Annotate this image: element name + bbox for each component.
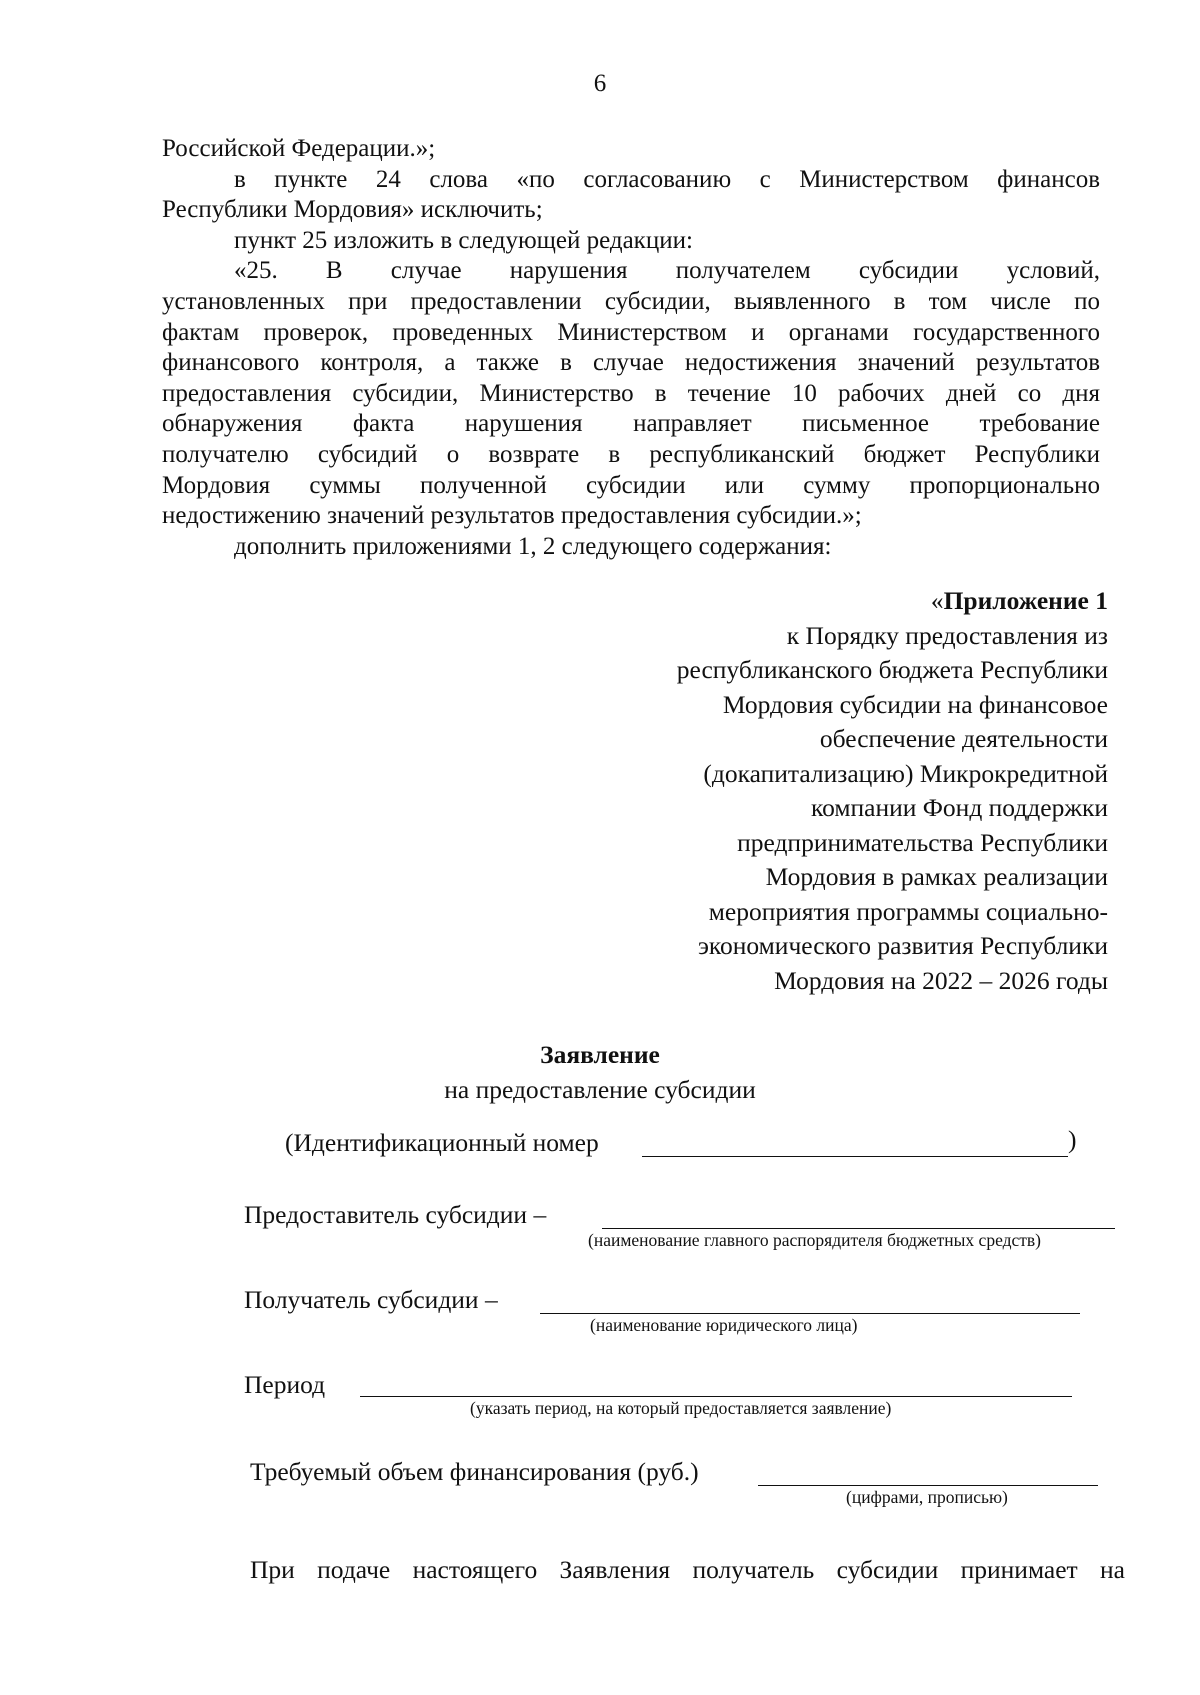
appendix-line: мероприятия программы социально-	[708, 896, 1108, 926]
appendix-header	[677, 584, 1108, 998]
appendix-heading-text: Приложение 1	[943, 586, 1108, 615]
body-line: Российской Федерации.»;	[162, 135, 436, 162]
appendix-lines	[677, 619, 1108, 999]
body-line: пункт 25 изложить в следующей редакции:	[234, 226, 693, 254]
page-number: 6	[593, 70, 607, 97]
body-line: в пункте 24 слова «по согласованию с Министерством финансов	[234, 165, 1100, 193]
body-line: обнаружения факта нарушения направляет письменное требование	[162, 410, 1100, 438]
appendix-line: республиканского бюджета Республики	[676, 655, 1108, 684]
provider-field[interactable]	[602, 1228, 1115, 1229]
body-line: предоставления субсидии, Министерство в течение 10 рабочих дней со дня	[162, 379, 1100, 407]
appendix-line: Мордовия в рамках реализации	[765, 862, 1108, 891]
body-line: финансового контроля, а также в случае недостижения значений результатов	[162, 349, 1100, 377]
form-subtitle: на предоставление субсидии	[444, 1075, 756, 1104]
appendix-line: к Порядку предоставления из	[786, 620, 1108, 650]
provider-label: Предоставитель субсидии –	[244, 1200, 547, 1229]
provider-caption: (наименование главного распорядителя бюджетных средств)	[588, 1230, 1042, 1250]
id-number-field[interactable]	[642, 1156, 1068, 1157]
funding-label: Требуемый объем финансирования (руб.)	[250, 1457, 699, 1486]
appendix-quote-mark: «	[930, 586, 944, 615]
appendix-line: Мордовия на 2022 – 2026 годы	[774, 965, 1108, 995]
appendix-line: экономического развития Республики	[697, 931, 1108, 960]
appendix-line: компании Фонд поддержки	[811, 793, 1108, 822]
recipient-field[interactable]	[540, 1313, 1080, 1314]
appendix-line: (докапитализацию) Микрокредитной	[703, 758, 1108, 788]
form-title: Заявление	[540, 1040, 660, 1069]
body-line: «25. В случае нарушения получателем субсидии условий,	[234, 257, 1100, 285]
body-line: получателю субсидий о возврате в республиканский бюджет Республики	[162, 440, 1100, 468]
body-line: недостижению значений результатов предоставления субсидии.»;	[162, 502, 862, 530]
id-number-label: (Идентификационный номер	[285, 1128, 599, 1157]
body-line: Республики Мордовия» исключить;	[162, 196, 543, 224]
appendix-heading	[677, 584, 1108, 619]
body-line: дополнить приложениями 1, 2 следующего содержания:	[234, 532, 832, 560]
recipient-caption: (наименование юридического лица)	[590, 1315, 858, 1335]
id-number-close-paren: )	[1068, 1125, 1077, 1154]
appendix-line: Мордовия субсидии на финансовое	[722, 689, 1108, 719]
appendix-line: предпринимательства Республики	[737, 827, 1108, 857]
body-line: установленных при предоставлении субсидии, выявленного в том числе по	[162, 287, 1100, 315]
appendix-line: обеспечение деятельности	[819, 724, 1108, 753]
period-field[interactable]	[360, 1396, 1072, 1397]
funding-caption: (цифрами, прописью)	[846, 1487, 1008, 1507]
funding-field[interactable]	[758, 1485, 1098, 1486]
body-line: Мордовия суммы полученной субсидии или сумму пропорционально	[162, 471, 1100, 499]
body-line: фактам проверок, проведенных Министерством и органами государственного	[162, 318, 1100, 346]
period-label: Период	[244, 1370, 326, 1399]
body-text	[162, 134, 1100, 562]
closing-text: При подаче настоящего Заявления получатель субсидии принимает на	[250, 1555, 1125, 1584]
recipient-label: Получатель субсидии –	[244, 1285, 498, 1314]
period-caption: (указать период, на который предоставляется заявление)	[470, 1398, 892, 1418]
